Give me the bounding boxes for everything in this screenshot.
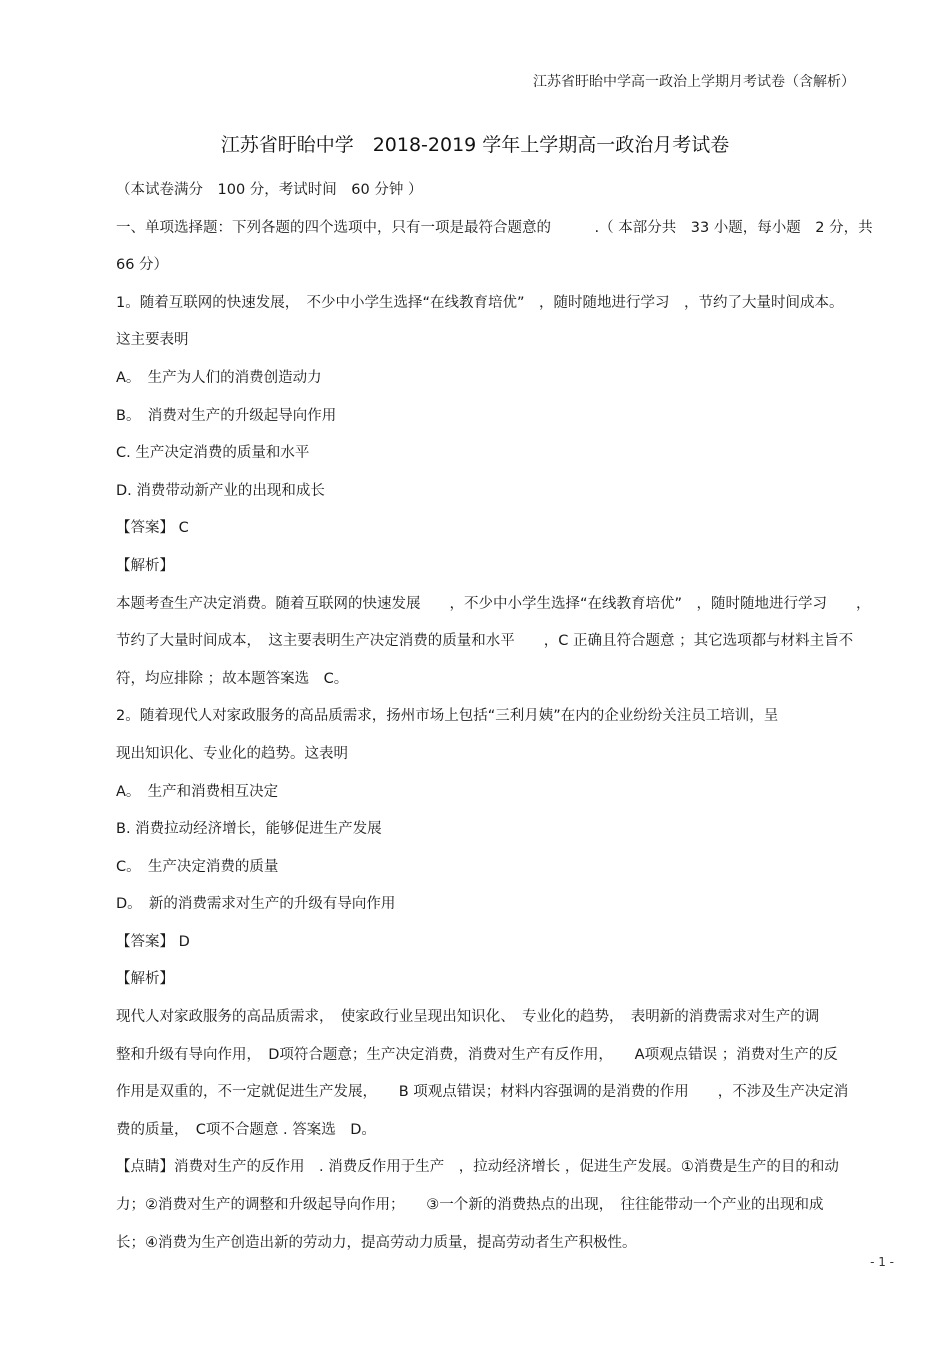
q2-tip-line-1: 【点睛】消费对生产的反作用 . 消费反作用于生产 ，拉动经济增长 ，促进生产发展。①消费是生产的目的和动	[116, 1159, 839, 1176]
q2-analysis-line-2: 整和升级有导向作用， D项符合题意；生产决定消费，消费对生产有反作用， A项观点错误 ；消费对生产的反	[116, 1046, 838, 1063]
q2-analysis-label: 【解析】	[116, 971, 174, 988]
q2-option-c: C。 生产决定消费的质量	[116, 858, 279, 875]
q2-stem-line-2: 现出知识化、专业化的趋势。这表明	[116, 745, 348, 762]
q1-analysis-line-2: 节约了大量时间成本， 这主要表明生产决定消费的质量和水平 ，C 正确且符合题意 ；其它选项都与材料主旨不	[116, 633, 854, 650]
q2-tip-line-2: 力；②消费对生产的调整和升级起导向作用； ③一个新的消费热点的出现， 往往能带动一个产业的出现和成	[116, 1197, 824, 1214]
q2-tip-line-3: 长；④消费为生产创造出新的劳动力，提高劳动力质量，提高劳动者生产积极性。	[116, 1234, 637, 1251]
page-number: - 1 -	[870, 1255, 894, 1269]
q1-option-b: B。 消费对生产的升级起导向作用	[116, 407, 337, 424]
q1-option-c: C. 生产决定消费的质量和水平	[116, 445, 310, 462]
q1-analysis-line-3: 符，均应排除 ；故本题答案选 C。	[116, 670, 349, 687]
section-intro-line-2: 66 分）	[116, 257, 169, 274]
q1-analysis-line-1: 本题考查生产决定消费。随着互联网的快速发展 ，不少中小学生选择“在线教育培优” ，随时随地进行学习 ，	[116, 595, 871, 612]
section-intro-line-1: 一、单项选择题：下列各题的四个选项中，只有一项是最符合题意的 .（ 本部分共 33 小题，每小题 2 分，共	[116, 219, 873, 236]
q1-stem-line-1: 1。随着互联网的快速发展， 不少中小学生选择“在线教育培优” ，随时随地进行学习 ，节约了大量时间成本。	[116, 294, 844, 311]
q1-analysis-label: 【解析】	[116, 557, 174, 574]
q2-answer: 【答案】 D	[116, 933, 190, 950]
q1-stem-line-2: 这主要表明	[116, 332, 189, 349]
running-header: 江苏省盱眙中学高一政治上学期月考试卷（含解析）	[533, 74, 855, 90]
q2-analysis-line-4: 费的质量， C项不合题意 . 答案选 D。	[116, 1121, 376, 1138]
q2-option-b: B. 消费拉动经济增长，能够促进生产发展	[116, 821, 382, 838]
q1-option-a: A。 生产为人们的消费创造动力	[116, 369, 322, 386]
q2-analysis-line-3: 作用是双重的，不一定就促进生产发展， B 项观点错误；材料内容强调的是消费的作用 ，不涉及生产决定消	[116, 1084, 849, 1101]
q2-option-a: A。 生产和消费相互决定	[116, 783, 279, 800]
document-title: 江苏省盱眙中学 2018-2019 学年上学期高一政治月考试卷	[220, 134, 730, 156]
document-body	[116, 172, 892, 1262]
q2-option-d: D。 新的消费需求对生产的升级有导向作用	[116, 896, 396, 913]
exam-info: （本试卷满分 100 分，考试时间 60 分钟 ）	[116, 182, 423, 198]
q1-option-d: D. 消费带动新产业的出现和成长	[116, 482, 325, 499]
q2-analysis-line-1: 现代人对家政服务的高品质需求， 使家政行业呈现出知识化、 专业化的趋势， 表明新的消费需求对生产的调	[116, 1009, 820, 1026]
q1-answer: 【答案】 C	[116, 520, 189, 537]
q2-stem-line-1: 2。随着现代人对家政服务的高品质需求，扬州市场上包括“三利月姨”在内的企业纷纷关注员工培训，呈	[116, 708, 779, 725]
